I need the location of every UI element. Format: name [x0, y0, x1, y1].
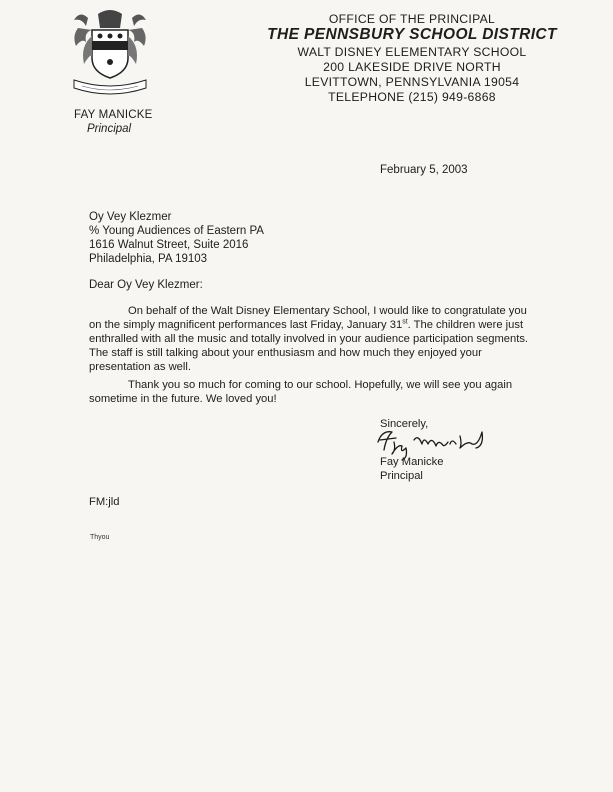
- signer-name: Fay Manicke: [380, 456, 444, 468]
- typist-initials: FM:jld: [89, 496, 120, 508]
- body-paragraph2-line1: Thank you so much for coming to our school. Hopefully, we will see you again: [128, 379, 513, 391]
- school-crest-logo: [68, 6, 152, 104]
- signer-title: Principal: [380, 470, 423, 482]
- body-paragraph1-line3: enthralled with all the music and totally involved in your audience participation segments.: [89, 333, 529, 345]
- principal-name: FAY MANICKE: [74, 109, 153, 121]
- letterhead-school: WALT DISNEY ELEMENTARY SCHOOL: [297, 45, 527, 59]
- principal-title: Principal: [87, 123, 132, 135]
- body-p1-line2-start: on the simply magnificent performances last Friday, January 31: [89, 319, 403, 331]
- letterhead-office: OFFICE OF THE PRINCIPAL: [328, 12, 496, 26]
- letter-date: February 5, 2003: [380, 164, 468, 176]
- recipient-city: Philadelphia, PA 19103: [89, 253, 208, 265]
- closing: Sincerely,: [380, 418, 429, 430]
- ordinal-suffix: st: [402, 318, 408, 326]
- letterhead-city: LEVITTOWN, PENNSYLVANIA 19054: [304, 75, 520, 89]
- body-paragraph1-line2: [89, 319, 523, 331]
- recipient-org: % Young Audiences of Eastern PA: [89, 225, 264, 237]
- recipient-name: Oy Vey Klezmer: [89, 211, 172, 223]
- recipient-street: 1616 Walnut Street, Suite 2016: [89, 239, 249, 251]
- letterhead-district: THE PENNSBURY SCHOOL DISTRICT: [267, 26, 557, 43]
- body-paragraph1-line1: On behalf of the Walt Disney Elementary School, I would like to congratulate you: [128, 305, 527, 317]
- footer-note: Thyou: [90, 534, 110, 541]
- letterhead-street: 200 LAKESIDE DRIVE NORTH: [323, 60, 501, 74]
- letterhead-phone: TELEPHONE (215) 949-6868: [328, 90, 496, 104]
- body-p1-line2-end: . The children were just: [407, 319, 524, 331]
- salutation: Dear Oy Vey Klezmer:: [89, 279, 203, 291]
- body-paragraph1-line5: presentation as well.: [89, 361, 191, 373]
- body-paragraph2-line2: sometime in the future. We loved you!: [89, 393, 277, 405]
- body-paragraph1-line4: The staff is still talking about your enthusiasm and how much they enjoyed your: [89, 347, 482, 359]
